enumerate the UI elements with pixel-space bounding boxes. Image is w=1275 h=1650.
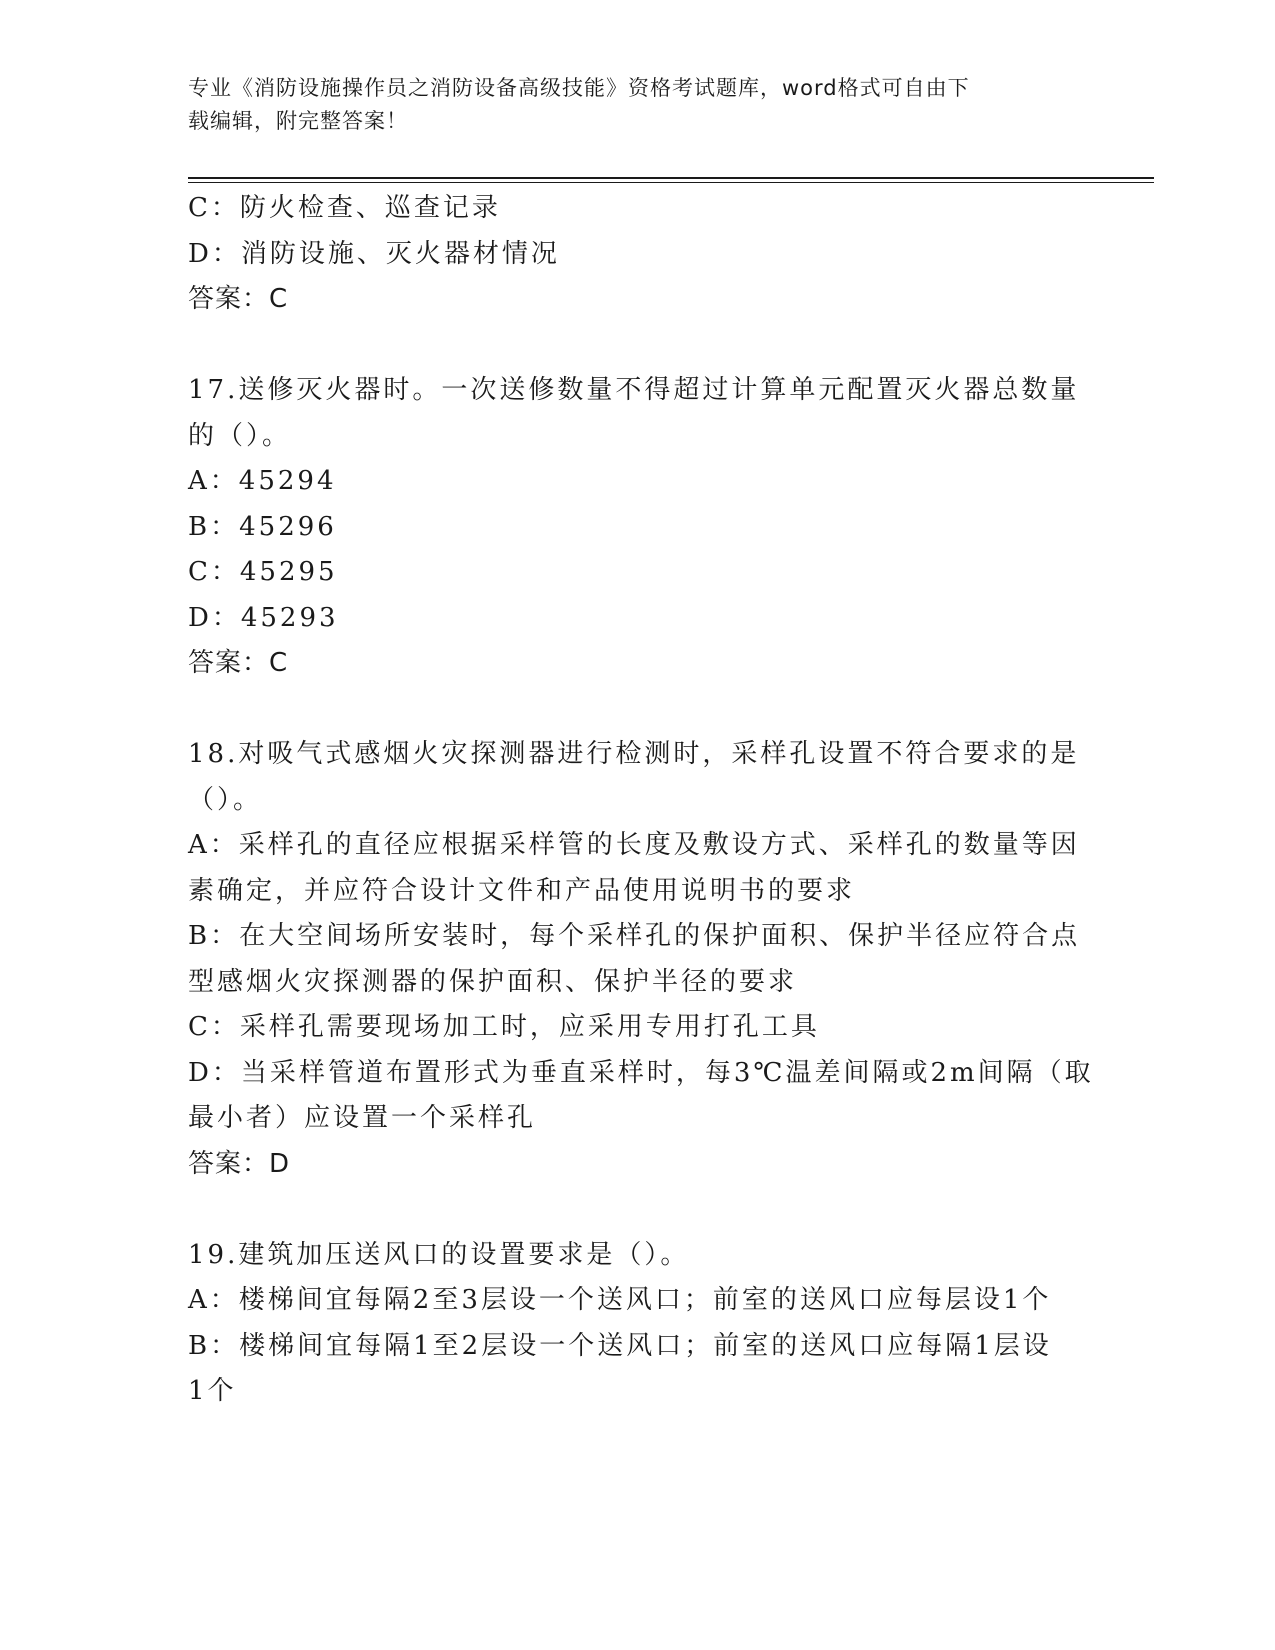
q18-answer: 答案：D	[188, 1148, 291, 1179]
header-rule-thick	[188, 177, 1154, 179]
q18-option-d-line-1: D：当采样管道布置形式为垂直采样时，每3℃温差间隔或2m间隔（取	[188, 1057, 1094, 1088]
q18-option-c: C：采样孔需要现场加工时，应采用专用打孔工具	[188, 1012, 820, 1042]
q17-option-c: C：45295	[188, 557, 338, 587]
q16-answer: 答案：C	[188, 284, 289, 314]
q17-stem-line-1: 17.送修灭火器时。一次送修数量不得超过计算单元配置灭火器总数量	[188, 375, 1080, 405]
q17-stem-line-2: 的（）。	[188, 420, 292, 451]
header-line-2: 载编辑，附完整答案！	[188, 109, 408, 133]
q18-option-b-line-2: 型感烟火灾探测器的保护面积、保护半径的要求	[188, 966, 798, 997]
document-header	[188, 72, 1068, 138]
q19-option-b-line-1: B：楼梯间宜每隔1至2层设一个送风口；前室的送风口应每隔1层设	[188, 1330, 1052, 1361]
q18-option-a-line-2: 素确定，并应符合设计文件和产品使用说明书的要求	[188, 875, 856, 906]
q16-option-c: C：防火检查、巡查记录	[188, 193, 501, 223]
q17-answer: 答案：C	[188, 648, 289, 678]
spacer	[188, 687, 1088, 733]
q18-option-a-line-1: A：采样孔的直径应根据采样管的长度及敷设方式、采样孔的数量等因	[188, 830, 1080, 860]
spacer	[188, 1187, 1088, 1233]
q16-option-d: D：消防设施、灭火器材情况	[188, 238, 560, 269]
header-line-1: 专业《消防设施操作员之消防设备高级技能》资格考试题库，word格式可自由下	[188, 76, 970, 100]
q18-stem-line-2: （）。	[188, 784, 263, 815]
header-rule-thin	[188, 182, 1154, 183]
q19-stem: 19.建筑加压送风口的设置要求是（）。	[188, 1239, 690, 1270]
q17-option-a: A：45294	[188, 466, 337, 496]
q19-option-b-line-2: 1个	[188, 1376, 237, 1406]
q18-stem-line-1: 18.对吸气式感烟火灾探测器进行检测时，采样孔设置不符合要求的是	[188, 739, 1080, 769]
q17-option-b: B：45296	[188, 511, 337, 542]
q17-option-d: D：45293	[188, 602, 339, 633]
document-body	[188, 186, 1094, 1415]
q18-option-b-line-1: B：在大空间场所安装时，每个采样孔的保护面积、保护半径应符合点	[188, 921, 1081, 951]
q18-option-d-line-2: 最小者）应设置一个采样孔	[188, 1103, 537, 1133]
spacer	[188, 323, 1088, 369]
q19-option-a: A：楼梯间宜每隔2至3层设一个送风口；前室的送风口应每层设1个	[188, 1285, 1052, 1315]
